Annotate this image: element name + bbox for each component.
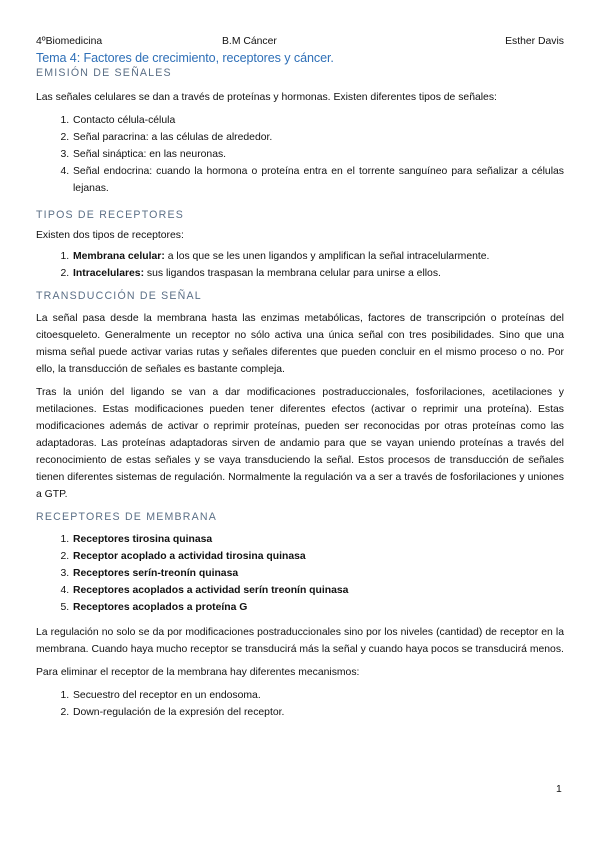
list-item: 4. Receptores acoplados a actividad serín treonín quinasa	[72, 582, 564, 599]
emision-intro: Las señales celulares se dan a través de proteínas y hormonas. Existen diferentes tipos de señales:	[36, 92, 497, 103]
section-heading-membrana: RECEPTORES DE MEMBRANA	[36, 511, 218, 523]
page-header	[36, 36, 564, 50]
document-page	[36, 36, 564, 721]
membrana-paragraph-1: La regulación no solo se da por modificaciones postraduccionales sino por los niveles (cantidad) de receptor en la membrana. Cuando haya mucho receptor se transducirá más la señal y cuando haya pocos se transducirá menos.	[36, 627, 564, 655]
tipos-intro: Existen dos tipos de receptores:	[36, 230, 184, 241]
header-subject: B.M Cáncer	[222, 36, 277, 47]
signal-types-list	[36, 112, 564, 197]
list-item	[72, 248, 564, 265]
membrane-receptors-list	[36, 531, 564, 616]
list-item: 3. Receptores serín-treonín quinasa	[72, 565, 564, 582]
list-term: Intracelulares:	[73, 268, 145, 279]
receptor-types-list	[36, 248, 564, 282]
page-number: 1	[556, 784, 562, 795]
list-item: 5. Receptores acoplados a proteína G	[72, 599, 564, 616]
section-heading-emision: EMISIÓN DE SEÑALES	[36, 67, 172, 79]
list-item: 2. Señal paracrina: a las células de alrededor.	[72, 129, 564, 146]
header-course: 4ºBiomedicina	[36, 36, 103, 47]
list-item: 1. Receptores tirosina quinasa	[72, 531, 564, 548]
list-item: 1. Secuestro del receptor en un endosoma.	[72, 687, 564, 704]
list-text: a los que se les unen ligandos y amplifican la señal intracelularmente.	[164, 251, 490, 262]
list-item: 2. Receptor acoplado a actividad tirosina quinasa	[72, 548, 564, 565]
header-author: Esther Davis	[505, 36, 564, 47]
transduccion-paragraph-2: Tras la unión del ligando se van a dar modificaciones postraduccionales, fosforilaciones, acetilaciones y metilaciones. Estas modificaciones pueden tener diferentes efectos (activar o reprimir una proteína). Estas modificaciones además de activar o reprimir proteínas, pueden ser reconocidas por otras proteínas como las adaptadoras. Las proteínas adaptadoras sirven de andamio para que se vayan uniendo proteínas a través del reconocimiento de estas señales y se vaya transduciendo la señal. Estos procesos de transducción de señales tienen diferentes sistemas de regulación. Normalmente la regulación va a ser a través de fosforilaciones y uniones a GTP.	[36, 387, 564, 500]
list-item: 2. Down-regulación de la expresión del receptor.	[72, 704, 564, 721]
membrana-paragraph-2: Para eliminar el receptor de la membrana hay diferentes mecanismos:	[36, 667, 360, 678]
list-item	[72, 265, 564, 282]
section-heading-transduccion: TRANSDUCCIÓN DE SEÑAL	[36, 290, 202, 302]
removal-mechanisms-list	[36, 687, 564, 721]
list-text: sus ligandos traspasan la membrana celular para unirse a ellos.	[144, 268, 441, 279]
transduccion-paragraph-1: La señal pasa desde la membrana hasta las enzimas metabólicas, factores de transcripción o proteínas del citoesqueleto. Generalmente un receptor no sólo activa una única señal con tres posibilidades. Sino que una misma señal puede activar varias rutas y señales diferentes que pueden concluir en el mismo proceso o no. Por ello, la transducción de señales es bastante compleja.	[36, 313, 564, 375]
list-item: 4. Señal endocrina: cuando la hormona o proteína entra en el torrente sanguíneo para señalizar a células lejanas.	[72, 163, 564, 197]
document-title: Tema 4: Factores de crecimiento, receptores y cáncer.	[36, 51, 334, 65]
list-item: 3. Señal sináptica: en las neuronas.	[72, 146, 564, 163]
list-item: 1. Contacto célula-célula	[72, 112, 564, 129]
section-heading-tipos: TIPOS DE RECEPTORES	[36, 209, 184, 221]
list-term: Membrana celular:	[73, 251, 165, 262]
